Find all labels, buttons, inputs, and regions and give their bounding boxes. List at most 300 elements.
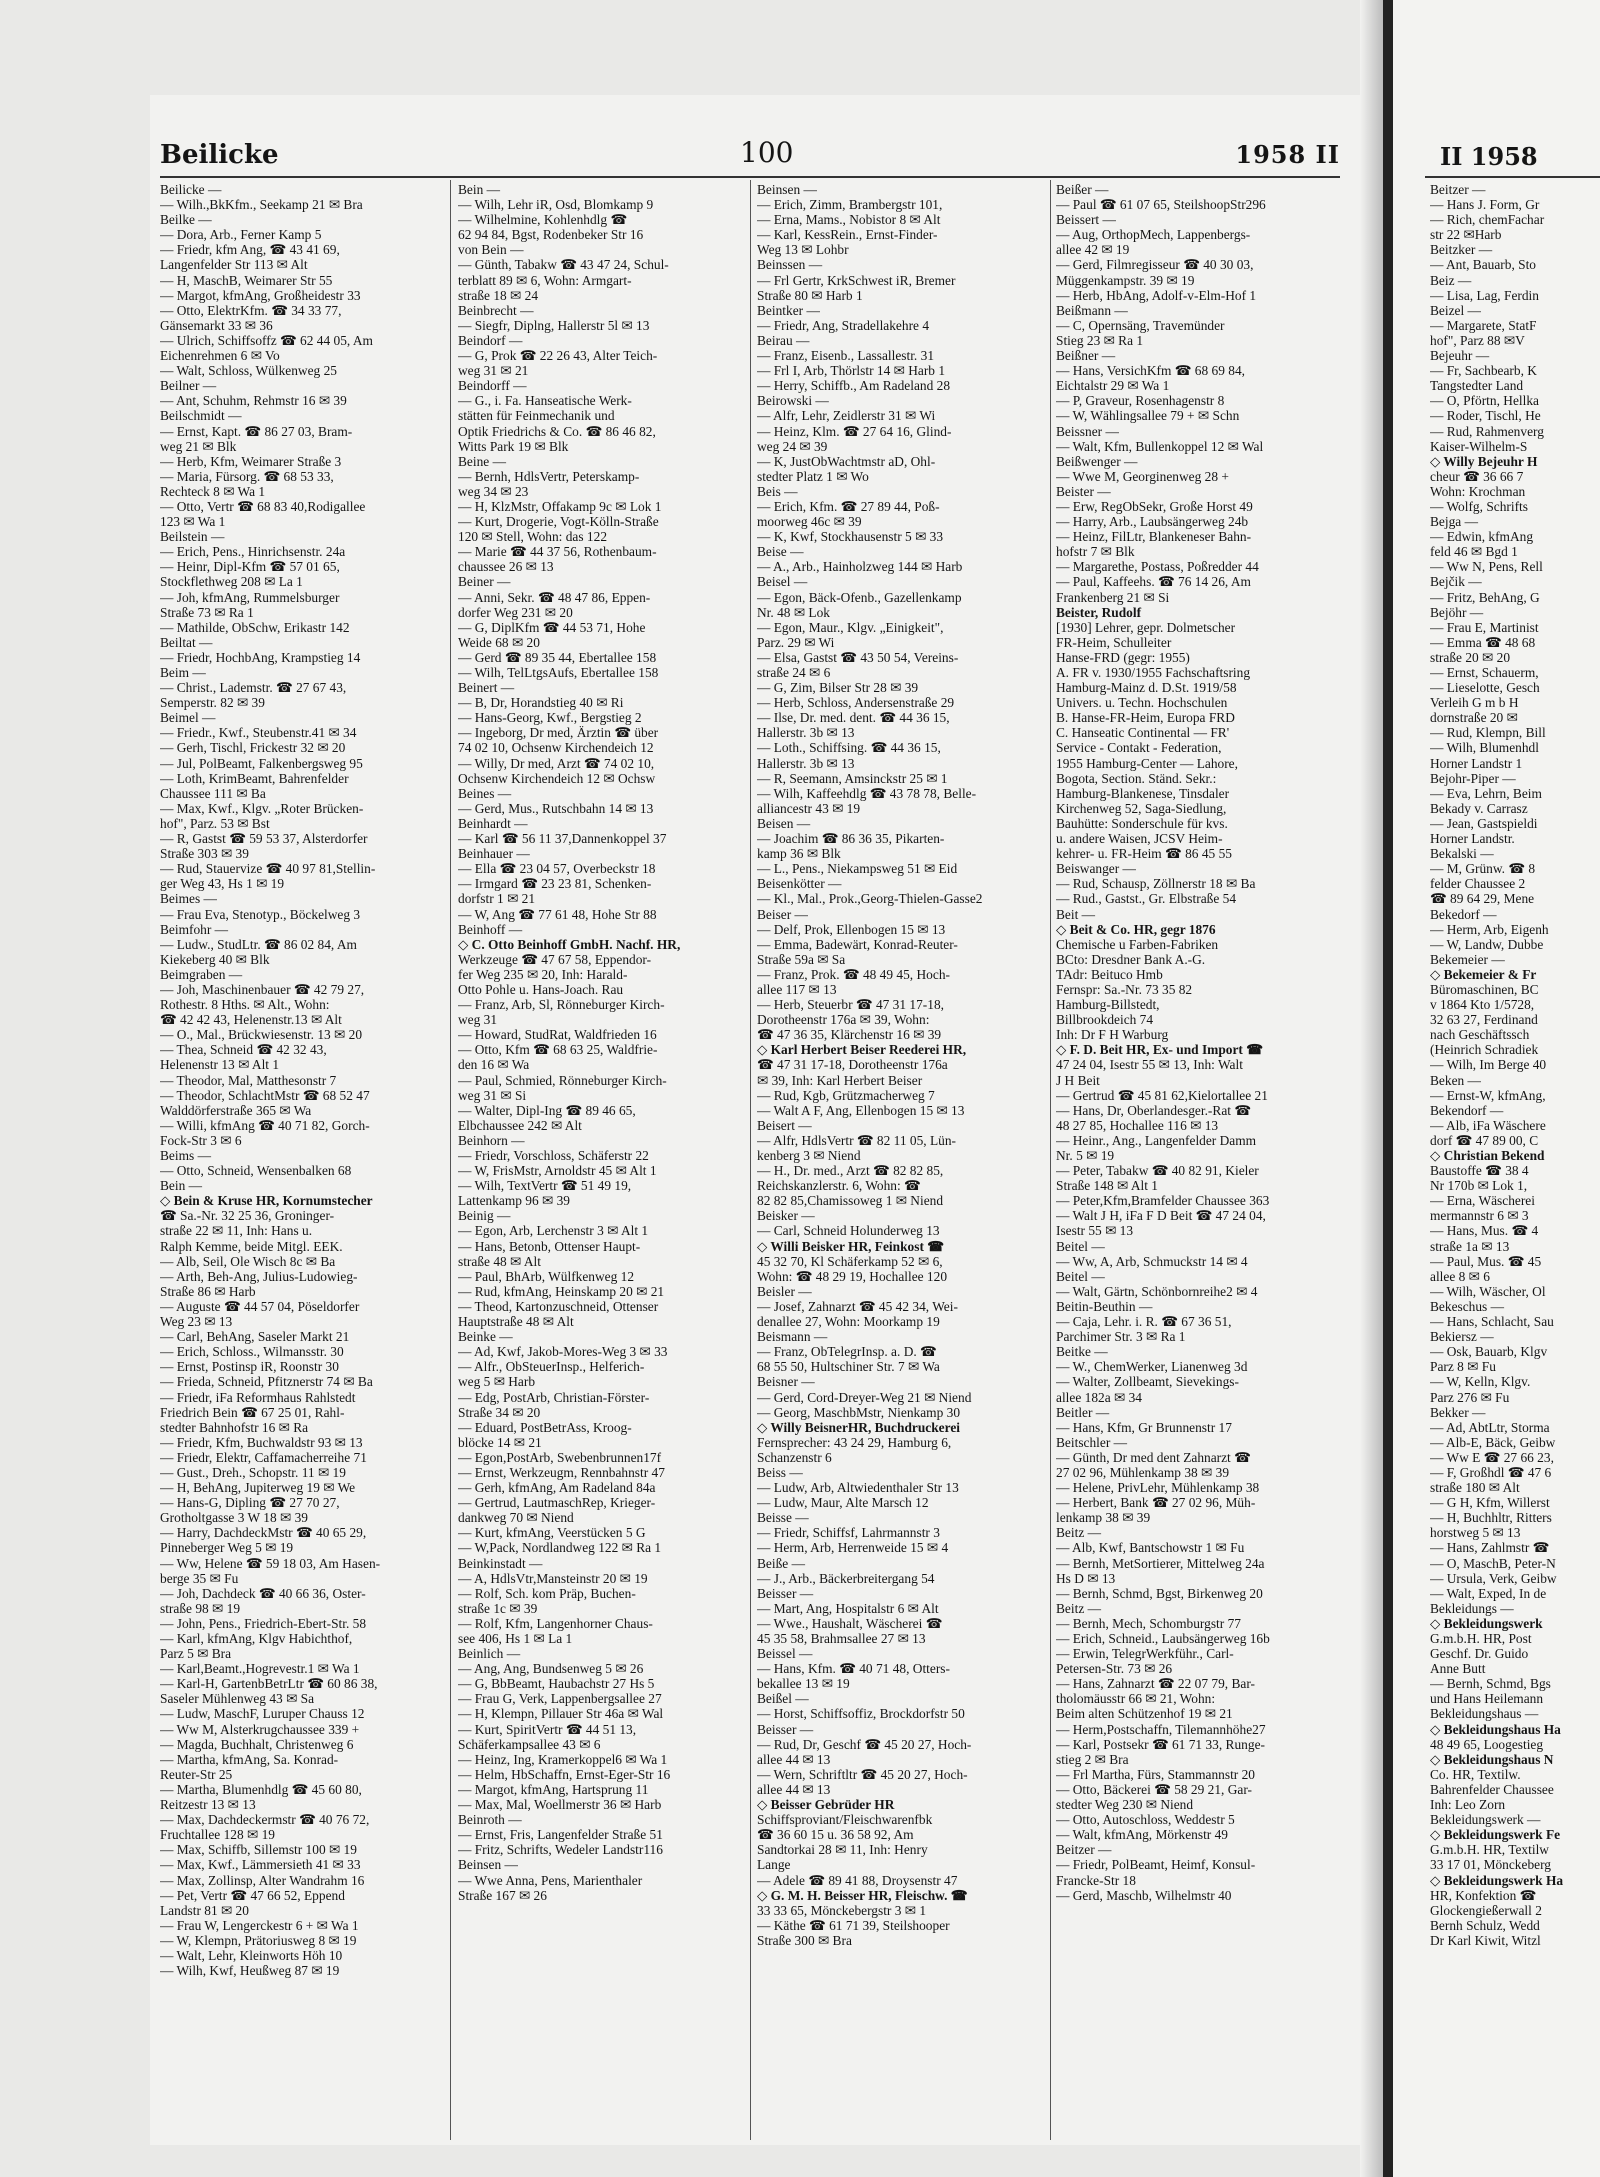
directory-entry: — Hans, VersichKfm ☎ 68 69 84, xyxy=(1056,363,1246,379)
directory-entry: — Frau E, Martinist xyxy=(1430,619,1539,635)
directory-entry: — Herb, Schloss, Andersenstraße 29 xyxy=(757,695,955,711)
entry-continuation: kehrer- u. FR-Heim ☎ 86 45 55 xyxy=(1056,846,1232,862)
directory-entry: — Ww M, Alsterkrugchaussee 339 + xyxy=(160,1721,360,1737)
directory-entry: — Gust., Dreh., Schopstr. 11 ✉ 19 xyxy=(160,1464,346,1480)
entry-continuation: Hamburg-Billstedt, xyxy=(1056,997,1160,1013)
firm-entry: ◇ F. D. Beit HR, Ex- und Import ☎ xyxy=(1056,1042,1263,1058)
surname-heading: Beisenkötter — xyxy=(757,876,842,892)
entry-continuation: Fernsprecher: 43 24 29, Hamburg 6, xyxy=(757,1434,952,1450)
directory-entry: — Otto, ElektrKfm. ☎ 34 33 77, xyxy=(160,302,342,318)
surname-heading: Beisse — xyxy=(757,1510,809,1526)
directory-entry: — Otto, Schneid, Wensenbalken 68 xyxy=(160,1163,352,1179)
directory-entry: — Anni, Sekr. ☎ 48 47 86, Eppen- xyxy=(458,589,651,605)
surname-heading: Beisker — xyxy=(757,1208,815,1224)
entry-continuation: Tangstedter Land xyxy=(1430,378,1524,394)
surname-heading: Beims — xyxy=(160,1148,211,1163)
directory-entry: — O, MaschB, Peter-N xyxy=(1430,1555,1556,1571)
directory-entry: — Herm, Arb, Herrenweide 15 ✉ 4 xyxy=(757,1540,949,1556)
entry-continuation: Werkzeuge ☎ 47 67 58, Eppendor- xyxy=(458,951,652,967)
surname-heading: Bein — xyxy=(160,1178,203,1194)
entry-continuation: Service - Contakt - Federation, xyxy=(1056,740,1222,756)
entry-continuation: Nr. 48 ✉ Lok xyxy=(757,604,830,620)
entry-continuation: Wohn: Krochman xyxy=(1430,483,1526,499)
firm-entry: ◇ G. M. H. Beisser HR, Fleischw. ☎ xyxy=(757,1887,968,1903)
surname-heading: Beinhardt — xyxy=(458,815,528,831)
directory-entry: — John, Pens., Friedrich-Ebert-Str. 58 xyxy=(160,1615,367,1631)
directory-entry: — Ant, Schuhm, Rehmstr 16 ✉ 39 xyxy=(160,393,347,409)
surname-heading: Beitel — xyxy=(1056,1268,1105,1284)
directory-entry: — Carl, BehAng, Saseler Markt 21 xyxy=(160,1329,350,1345)
entry-continuation: Chaussee 111 ✉ Ba xyxy=(160,785,266,801)
entry-continuation: Müggenkampstr. 39 ✉ 19 xyxy=(1056,272,1195,288)
surname-heading: Bekleidungswerk — xyxy=(1430,1812,1541,1828)
directory-entry: — Friedr, Schiffsf, Lahrmannstr 3 xyxy=(757,1525,940,1541)
directory-entry: — Walt, Kfm, Bullenkoppel 12 ✉ Wal xyxy=(1056,438,1264,454)
directory-entry: — Wwe., Haushalt, Wäscherei ☎ xyxy=(757,1615,943,1631)
directory-entry: — Wern, Schriftltr ☎ 45 20 27, Hoch- xyxy=(757,1766,968,1782)
directory-entry: — Pet, Vertr ☎ 47 66 52, Eppend xyxy=(160,1887,345,1903)
entry-continuation: Weg 23 ✉ 13 xyxy=(160,1314,233,1330)
entry-continuation: straße 180 ✉ Alt xyxy=(1430,1480,1520,1496)
entry-continuation: FR-Heim, Schulleiter xyxy=(1056,634,1172,650)
directory-entry: — Walt J H, iFa F D Beit ☎ 47 24 04, xyxy=(1056,1208,1266,1224)
surname-heading: Beiner — xyxy=(458,574,511,590)
entry-continuation: [1930] Lehrer, gepr. Dolmetscher xyxy=(1056,619,1236,635)
entry-continuation: Beim alten Schützenhof 19 ✉ 21 xyxy=(1056,1706,1233,1722)
entry-continuation: Eichtalstr 29 ✉ Wa 1 xyxy=(1056,378,1170,394)
directory-entry: — Gerh, Tischl, Frickestr 32 ✉ 20 xyxy=(160,740,346,756)
directory-entry: — Bernh, Schmd, Bgst, Birkenweg 20 xyxy=(1056,1585,1263,1601)
surname-heading: Beintker — xyxy=(757,302,820,318)
directory-entry: — G., i. Fa. Hanseatische Werk- xyxy=(458,393,632,409)
entry-continuation: horstweg 5 ✉ 13 xyxy=(1430,1525,1521,1541)
firm-entry: ◇ Bekleidungswerk Ha xyxy=(1430,1872,1564,1888)
entry-continuation: Straße 148 ✉ Alt 1 xyxy=(1056,1178,1158,1194)
entry-continuation: Bauhütte: Sonderschule für kvs. xyxy=(1056,815,1228,831)
directory-entry: — Helm, HbSchaffn, Ernst-Eger-Str 16 xyxy=(458,1766,671,1782)
directory-entry: — Hans, Schlacht, Sau xyxy=(1430,1314,1554,1330)
facing-header-rule xyxy=(1425,176,1600,178)
directory-entry: — L., Pens., Niekampsweg 51 ✉ Eid xyxy=(757,861,958,877)
entry-continuation: Co. HR, Textilw. xyxy=(1430,1766,1521,1782)
firm-entry: ◇ Willy Bejeuhr H xyxy=(1430,453,1538,469)
directory-entry: — Max, Schiffb, Sillemstr 100 ✉ 19 xyxy=(160,1842,357,1858)
directory-entry: — Max, Kwf., Klgv. „Roter Brücken- xyxy=(160,800,364,816)
surname-heading: Beissner — xyxy=(1056,423,1119,439)
entry-continuation: straße 24 ✉ 6 xyxy=(757,665,831,680)
book-spine xyxy=(1383,0,1393,2177)
surname-heading: Beisser — xyxy=(757,1721,814,1737)
directory-entry: — R, Gastst ☎ 59 53 37, Alsterdorfer xyxy=(160,831,368,847)
directory-entry: — Kl., Mal., Prok.,Georg-Thielen-Gasse2 xyxy=(757,891,983,907)
entry-continuation: Elbchaussee 242 ✉ Alt xyxy=(458,1117,582,1133)
directory-entry: — Paul, Schmied, Rönneburger Kirch- xyxy=(458,1072,667,1088)
surname-heading: Beitzker — xyxy=(1430,242,1493,258)
surname-heading: Beißel — xyxy=(757,1691,809,1707)
directory-entry: — Karl-H, GartenbBetrLtr ☎ 60 86 38, xyxy=(160,1676,378,1692)
entry-continuation: felder Chaussee 2 xyxy=(1430,876,1526,892)
directory-entry: — Ww N, Pens, Rell xyxy=(1430,559,1543,575)
entry-continuation: Billbrookdeich 74 xyxy=(1056,1012,1154,1028)
directory-entry: — Gertrud ☎ 45 81 62,Kielortallee 21 xyxy=(1056,1087,1268,1103)
directory-entry: — Hans, Zahlmstr ☎ xyxy=(1430,1540,1550,1556)
directory-entry: — Howard, StudRat, Waldfrieden 16 xyxy=(458,1027,657,1043)
entry-continuation: Parz 5 ✉ Bra xyxy=(160,1646,232,1662)
directory-entry: — Herb, Kfm, Weimarer Straße 3 xyxy=(160,453,342,469)
directory-entry: — Paul, BhArb, Wülfkenweg 12 xyxy=(458,1268,635,1284)
surname-heading: Beirau — xyxy=(757,332,810,348)
entry-continuation: J H Beit xyxy=(1056,1072,1100,1088)
entry-continuation: Semperstr. 82 ✉ 39 xyxy=(160,695,265,711)
directory-entry: — Rud, Stauervize ☎ 40 97 81,Stellin- xyxy=(160,861,376,877)
directory-entry: — Franz, ObTelegrInsp. a. D. ☎ xyxy=(757,1344,937,1360)
entry-continuation: stieg 2 ✉ Bra xyxy=(1056,1751,1129,1767)
directory-entry: — Erich, Zimm, Brambergstr 101, xyxy=(757,197,943,213)
entry-continuation: Straße 167 ✉ 26 xyxy=(458,1887,547,1903)
directory-entry: — Margot, kfmAng, Hartsprung 11 xyxy=(458,1781,649,1797)
entry-continuation: Hallerstr. 3b ✉ 13 xyxy=(757,725,855,741)
directory-entry: — Erna, Wäscherei xyxy=(1430,1193,1535,1209)
directory-entry: — Emma ☎ 48 68 xyxy=(1430,634,1536,650)
entry-continuation: G.m.b.H. HR, Post xyxy=(1430,1631,1532,1646)
directory-entry: — G, DiplKfm ☎ 44 53 71, Hohe xyxy=(458,619,646,635)
surname-heading: Bekker — xyxy=(1430,1404,1486,1420)
directory-entry: — W, Klempn, Prätoriusweg 8 ✉ 19 xyxy=(160,1932,357,1948)
header-rule xyxy=(160,176,1340,178)
surname-heading: Bejga — xyxy=(1430,514,1478,530)
directory-entry: — W, FrisMstr, Arnoldstr 45 ✉ Alt 1 xyxy=(458,1163,657,1179)
column-4 xyxy=(1056,182,1348,2142)
surname-heading: Bekalski — xyxy=(1430,846,1494,862)
surname-heading: Beis — xyxy=(757,483,798,499)
directory-entry: — Ludw, MaschF, Luruper Chauss 12 xyxy=(160,1706,365,1722)
directory-entry: — Fritz, BehAng, G xyxy=(1430,589,1540,605)
entry-continuation: 82 82 85,Chamissoweg 1 ✉ Niend xyxy=(757,1193,944,1209)
directory-entry: — Karl,Beamt.,Hogrevestr.1 ✉ Wa 1 xyxy=(160,1661,360,1677)
directory-entry: — Franz, Prok. ☎ 48 49 45, Hoch- xyxy=(757,966,950,982)
entry-continuation: stedter Weg 230 ✉ Niend xyxy=(1056,1797,1194,1813)
directory-entry: — A, HdlsVtr,Mansteinstr 20 ✉ 19 xyxy=(458,1570,648,1586)
directory-entry: — Otto, Kfm ☎ 68 63 25, Waldfrie- xyxy=(458,1042,658,1058)
entry-continuation: fer Weg 235 ✉ 20, Inh: Harald- xyxy=(458,966,628,982)
directory-entry: — Alb, Seil, Ole Wisch 8c ✉ Ba xyxy=(160,1253,336,1269)
surname-heading: Beinssen — xyxy=(757,257,823,273)
directory-entry: — Alfr., ObSteuerInsp., Helferich- xyxy=(458,1359,645,1375)
directory-entry: — Ang, Ang, Bundsenweg 5 ✉ 26 xyxy=(458,1661,644,1677)
entry-continuation: hof", Parz. 53 ✉ Bst xyxy=(160,815,270,831)
entry-continuation: kenberg 3 ✉ Niend xyxy=(757,1148,861,1163)
directory-entry: — Frieda, Schneid, Pfitznerstr 74 ✉ Ba xyxy=(160,1374,373,1390)
entry-continuation: Rechteck 8 ✉ Wa 1 xyxy=(160,483,266,499)
directory-entry: — Ilse, Dr. med. dent. ☎ 44 36 15, xyxy=(757,710,950,726)
directory-entry: — Thea, Schneid ☎ 42 32 43, xyxy=(160,1042,327,1058)
directory-entry: — Hans, Kfm. ☎ 40 71 48, Otters- xyxy=(757,1661,950,1677)
directory-entry: — Käthe ☎ 61 71 39, Steilshooper xyxy=(757,1917,950,1933)
entry-continuation: Horner Landstr. xyxy=(1430,831,1515,847)
entry-continuation: Wohn: ☎ 48 29 19, Hochallee 120 xyxy=(757,1268,948,1284)
surname-heading: Bekedorf — xyxy=(1430,906,1497,922)
surname-heading: Beizel — xyxy=(1430,302,1481,318)
directory-entry: — Delf, Prok, Ellenbogen 15 ✉ 13 xyxy=(757,921,946,937)
directory-entry: — Rud, Schausp, Zöllnerstr 18 ✉ Ba xyxy=(1056,876,1256,892)
directory-entry: — Heinz, FilLtr, Blankeneser Bahn- xyxy=(1056,529,1252,545)
surname-heading: Bekleidungs — xyxy=(1430,1600,1514,1616)
directory-entry: — Erw, RegObSekr, Große Horst 49 xyxy=(1056,498,1253,514)
directory-entry: — Herm, Arb, Eigenh xyxy=(1430,921,1549,937)
directory-entry: — Siegfr, Diplng, Hallerstr 5l ✉ 13 xyxy=(458,317,650,333)
directory-entry: — Rud, kfmAng, Heinskamp 20 ✉ 21 xyxy=(458,1283,665,1299)
surname-heading: Beitke — xyxy=(1056,1344,1108,1360)
directory-entry: — Eva, Lehrn, Beim xyxy=(1430,785,1542,801)
entry-continuation: Geschf. Dr. Guido xyxy=(1430,1646,1529,1662)
surname-heading: Beken — xyxy=(1430,1072,1481,1088)
entry-continuation: allee 44 ✉ 13 xyxy=(757,1781,831,1797)
surname-heading: Beinhorn — xyxy=(458,1132,525,1148)
surname-heading: Bejöhr — xyxy=(1430,604,1484,620)
entry-continuation: 123 ✉ Wa 1 xyxy=(160,514,226,530)
surname-heading: Bejeuhr — xyxy=(1430,348,1490,364)
directory-entry: — Josef, Zahnarzt ☎ 45 42 34, Wei- xyxy=(757,1298,958,1314)
directory-entry: — Ludw, Maur, Alte Marsch 12 xyxy=(757,1495,929,1511)
firm-entry: ◇ Beisser Gebrüder HR xyxy=(757,1797,895,1813)
entry-continuation: Glockengießerwall 2 xyxy=(1430,1902,1542,1918)
firm-entry: ◇ Bekleidungshaus N xyxy=(1430,1751,1554,1767)
directory-entry: — Walt, Gärtn, Schönbornreihe2 ✉ 4 xyxy=(1056,1283,1258,1299)
entry-continuation: ✉ 39, Inh: Karl Herbert Beiser xyxy=(757,1072,923,1088)
column-2 xyxy=(458,182,744,2142)
directory-entry: — Willy, Dr med, Arzt ☎ 74 02 10, xyxy=(458,755,655,771)
directory-entry: — Erich, Pens., Hinrichsenstr. 24a xyxy=(160,544,346,560)
entry-continuation: Parz 276 ✉ Fu xyxy=(1430,1389,1510,1405)
directory-entry: — Margarete, StatF xyxy=(1430,317,1537,333)
directory-entry: — F, Großhdl ☎ 47 6 xyxy=(1430,1464,1552,1480)
entry-continuation: Stieg 23 ✉ Ra 1 xyxy=(1056,332,1144,348)
surname-heading: Beitin-Beuthin — xyxy=(1056,1298,1153,1314)
entry-continuation: Bahrenfelder Chaussee xyxy=(1430,1781,1554,1797)
entry-continuation: Langenfelder Str 113 ✉ Alt xyxy=(160,257,308,273)
surname-heading: Beiss — xyxy=(757,1464,803,1480)
entry-continuation: weg 31 xyxy=(458,1012,498,1028)
directory-entry: — Karl ☎ 56 11 37,Dannenkoppel 37 xyxy=(458,831,667,847)
column-3 xyxy=(757,182,1045,2142)
directory-entry: — Paul, Kaffeehs. ☎ 76 14 26, Am xyxy=(1056,574,1251,590)
directory-entry: — Wilh, Kaffeehdlg ☎ 43 78 78, Belle- xyxy=(757,785,977,801)
directory-entry: — Roder, Tischl, He xyxy=(1430,408,1541,424)
directory-entry: — Walt A F, Ang, Ellenbogen 15 ✉ 13 xyxy=(757,1102,965,1118)
directory-entry: — Max, Dachdeckermstr ☎ 40 76 72, xyxy=(160,1812,370,1828)
directory-entry: — Irmgard ☎ 23 23 81, Schenken- xyxy=(458,876,652,892)
running-head-right: 1958 II xyxy=(1235,140,1340,169)
entry-continuation: stedter Bahnhofstr 16 ✉ Ra xyxy=(160,1419,309,1435)
directory-entry: — Rud, Dr, Geschf ☎ 45 20 27, Hoch- xyxy=(757,1736,972,1752)
entry-continuation: und Hans Heilemann xyxy=(1430,1691,1544,1707)
firm-entry: ◇ Bekleidungswerk xyxy=(1430,1615,1543,1631)
surname-heading: Bein — xyxy=(458,182,501,197)
entry-continuation: Petersen-Str. 73 ✉ 26 xyxy=(1056,1661,1173,1677)
entry-continuation: 120 ✉ Stell, Wohn: das 122 xyxy=(458,529,608,545)
entry-continuation: ☎ 47 31 17-18, Dorotheenstr 176a xyxy=(757,1057,948,1073)
directory-entry: — Herb, HbAng, Adolf-v-Elm-Hof 1 xyxy=(1056,287,1257,303)
surname-heading: Beinsen — xyxy=(757,182,817,197)
directory-entry: — Mart, Ang, Hospitalstr 6 ✉ Alt xyxy=(757,1600,939,1616)
surname-heading: Bekeschus — xyxy=(1430,1298,1505,1314)
directory-entry: — Rud, Klempn, Bill xyxy=(1430,725,1546,741)
surname-heading: Beilschmidt — xyxy=(160,408,242,424)
directory-entry: — Walter, Zollbeamt, Sievekings- xyxy=(1056,1374,1239,1390)
directory-entry: — Lieselotte, Gesch xyxy=(1430,680,1540,696)
firm-entry: ◇ Bekleidungshaus Ha xyxy=(1430,1721,1561,1737)
directory-entry: — Max, Kwf., Lämmersieth 41 ✉ 33 xyxy=(160,1857,361,1873)
entry-continuation: denallee 27, Wohn: Moorkamp 19 xyxy=(757,1314,940,1330)
directory-entry: — W., ChemWerker, Lianenweg 3d xyxy=(1056,1359,1248,1375)
firm-entry: ◇ Willi Beisker HR, Feinkost ☎ xyxy=(757,1238,944,1254)
directory-entry: — H, MaschB, Weimarer Str 55 xyxy=(160,272,333,288)
directory-entry: — G, BbBeamt, Haubachstr 27 Hs 5 xyxy=(458,1676,655,1692)
entry-continuation: Nr. 5 ✉ 19 xyxy=(1056,1148,1115,1163)
directory-entry: — Wilh.,BkKfm., Seekamp 21 ✉ Bra xyxy=(160,197,363,213)
entry-continuation: dorfstr 1 ✉ 21 xyxy=(458,891,536,907)
surname-heading: Beinhoff — xyxy=(458,921,523,937)
entry-continuation: Friedrich Bein ☎ 67 25 01, Rahl- xyxy=(160,1404,345,1420)
directory-entry: — Lisa, Lag, Ferdin xyxy=(1430,287,1539,303)
entry-continuation: dorf ☎ 47 89 00, C xyxy=(1430,1132,1539,1148)
directory-entry: — Wilh, TextVertr ☎ 51 49 19, xyxy=(458,1178,632,1194)
directory-entry: — Rich, chemFachar xyxy=(1430,212,1545,228)
directory-entry: — Walt, Exped, In de xyxy=(1430,1585,1547,1601)
entry-continuation: Landstr 81 ✉ 20 xyxy=(160,1902,249,1918)
directory-entry: — Paul ☎ 61 07 65, SteilshoopStr296 xyxy=(1056,197,1266,213)
directory-entry: — A., Arb., Hainholzweg 144 ✉ Harb xyxy=(757,559,963,575)
entry-continuation: straße 98 ✉ 19 xyxy=(160,1600,241,1616)
directory-entry: — Caja, Lehr. i. R. ☎ 67 36 51, xyxy=(1056,1314,1232,1330)
directory-entry: — Erich, Schneid., Laubsängerweg 16b xyxy=(1056,1631,1270,1646)
directory-entry: — Alb, iFa Wäschere xyxy=(1430,1117,1546,1133)
directory-entry: — Herm,Postschaffn, Tilemannhöhe27 xyxy=(1056,1721,1266,1737)
entry-continuation: C. Hanseatic Continental — FR' xyxy=(1056,725,1230,741)
entry-continuation: Univers. u. Techn. Hochschulen xyxy=(1056,695,1228,711)
entry-continuation: Francke-Str 18 xyxy=(1056,1872,1136,1888)
directory-entry: — Edg, PostArb, Christian-Förster- xyxy=(458,1389,650,1405)
entry-continuation: Inh: Dr F H Warburg xyxy=(1056,1027,1169,1043)
entry-continuation: 33 33 65, Mönckebergstr 3 ✉ 1 xyxy=(757,1902,927,1918)
entry-continuation: ☎ 42 42 43, Helenenstr.13 ✉ Alt xyxy=(160,1012,342,1028)
directory-entry: — Frl I, Arb, Thörlstr 14 ✉ Harb 1 xyxy=(757,363,946,379)
directory-entry: — H, BehAng, Jupiterweg 19 ✉ We xyxy=(160,1480,356,1496)
directory-entry: — Fritz, Schrifts, Wedeler Landstr116 xyxy=(458,1842,663,1858)
entry-continuation: Straße 303 ✉ 39 xyxy=(160,846,249,862)
surname-heading: Beimel — xyxy=(160,710,216,726)
directory-entry: — Bernh, MetSortierer, Mittelweg 24a xyxy=(1056,1555,1265,1571)
directory-entry: — Heinz, Klm. ☎ 27 64 16, Glind- xyxy=(757,423,952,439)
entry-continuation: 62 94 84, Bgst, Rodenbeker Str 16 xyxy=(458,227,644,243)
entry-continuation: straße 20 ✉ 20 xyxy=(1430,649,1511,665)
directory-entry: — Elsa, Gastst ☎ 43 50 54, Vereins- xyxy=(757,649,959,665)
entry-continuation: bekallee 13 ✉ 19 xyxy=(757,1676,850,1692)
entry-continuation: weg 31 ✉ Si xyxy=(458,1087,527,1103)
directory-entry: — Ww E ☎ 27 66 23, xyxy=(1430,1449,1554,1465)
entry-continuation: chaussee 26 ✉ 13 xyxy=(458,559,554,575)
directory-entry: — Aug, OrthopMech, Lappenbergs- xyxy=(1056,227,1251,243)
surname-heading: Beißer — xyxy=(1056,182,1109,197)
entry-continuation: moorweg 46c ✉ 39 xyxy=(757,514,862,530)
surname-heading: Beismann — xyxy=(757,1329,828,1345)
surname-heading: Beitel — xyxy=(1056,1238,1105,1254)
entry-continuation: dankweg 70 ✉ Niend xyxy=(458,1510,574,1526)
directory-entry: — Erich, Kfm. ☎ 27 89 44, Poß- xyxy=(757,498,940,514)
entry-continuation: weg 31 ✉ 21 xyxy=(458,363,529,379)
directory-entry: — Otto, Autoschloss, Weddestr 5 xyxy=(1056,1812,1235,1828)
directory-entry: — Joh, kfmAng, Rummelsburger xyxy=(160,589,340,605)
directory-entry: — Jean, Gastspieldi xyxy=(1430,815,1538,831)
directory-entry: — Rud, Rahmenverg xyxy=(1430,423,1544,439)
entry-continuation: Bernh Schulz, Wedd xyxy=(1430,1917,1540,1933)
directory-entry: — Kurt, SpiritVertr ☎ 44 51 13, xyxy=(458,1721,637,1737)
entry-continuation: Witts Park 19 ✉ Blk xyxy=(458,438,569,454)
directory-entry: — Egon,PostArb, Swebenbrunnen17f xyxy=(458,1449,662,1465)
directory-entry: — Gerd, Maschb, Wilhelmstr 40 xyxy=(1056,1887,1232,1903)
entry-continuation: Fernspr: Sa.-Nr. 73 35 82 xyxy=(1056,981,1193,997)
directory-entry: — Hans, Dr, Oberlandesger.-Rat ☎ xyxy=(1056,1102,1252,1118)
directory-entry: — Martha, Blumenhdlg ☎ 45 60 80, xyxy=(160,1781,362,1797)
entry-continuation: Baustoffe ☎ 38 4 xyxy=(1430,1163,1529,1179)
surname-heading: Bejčik — xyxy=(1430,574,1482,590)
directory-entry: — Gerd, Mus., Rutschbahn 14 ✉ 13 xyxy=(458,800,654,816)
surname-heading: Beißwenger — xyxy=(1056,453,1138,469)
entry-continuation: stätten für Feinmechanik und xyxy=(458,408,615,424)
surname-heading: Beimgraben — xyxy=(160,966,243,982)
entry-continuation: cheur ☎ 36 66 7 xyxy=(1430,468,1524,484)
surname-heading: Beinlich — xyxy=(458,1646,521,1662)
entry-continuation: mermannstr 6 ✉ 3 xyxy=(1430,1208,1529,1224)
directory-entry: — Gerd ☎ 89 35 44, Ebertallee 158 xyxy=(458,649,657,665)
directory-entry: — Egon, Arb, Lerchenstr 3 ✉ Alt 1 xyxy=(458,1223,649,1239)
directory-entry: — Emma, Badewärt, Konrad-Reuter- xyxy=(757,936,958,952)
directory-entry: — Hans J. Form, Gr xyxy=(1430,197,1540,213)
entry-continuation: Kirchenweg 52, Saga-Siedlung, xyxy=(1056,800,1227,816)
directory-entry: — Horst, Schiffsoffiz, Brockdorfstr 50 xyxy=(757,1706,965,1722)
directory-entry: — Marie ☎ 44 37 56, Rothenbaum- xyxy=(458,544,657,560)
firm-entry: ◇ Bein & Kruse HR, Kornumstecher xyxy=(160,1193,373,1209)
surname-heading: Beimes — xyxy=(160,891,217,907)
directory-entry: — Heinr., Ang., Langenfelder Damm xyxy=(1056,1132,1257,1148)
surname-heading: Bekemeier — xyxy=(1430,951,1505,967)
entry-continuation: Saseler Mühlenweg 43 ✉ Sa xyxy=(160,1691,315,1707)
surname-heading: Beiz — xyxy=(1430,272,1472,288)
directory-entry: — Loth., Schiffsing. ☎ 44 36 15, xyxy=(757,740,941,756)
directory-entry: — Walt, Schloss, Wülkenweg 25 xyxy=(160,363,337,379)
directory-entry: — Theodor, Mal, Matthesonstr 7 xyxy=(160,1072,337,1088)
surname-heading: Beinig — xyxy=(458,1208,511,1224)
entry-continuation: straße 1a ✉ 13 xyxy=(1430,1238,1510,1254)
directory-entry: — G, Prok ☎ 22 26 43, Alter Teich- xyxy=(458,348,658,364)
entry-continuation: G.m.b.H. HR, Textilw xyxy=(1430,1842,1549,1858)
entry-continuation: 47 24 04, Isestr 55 ✉ 13, Inh: Walt xyxy=(1056,1057,1243,1073)
entry-continuation: Lattenkamp 96 ✉ 39 xyxy=(458,1193,570,1209)
directory-entry: — M, Grünw. ☎ 8 xyxy=(1430,861,1536,877)
surname-heading: Bekendorf — xyxy=(1430,1102,1504,1118)
surname-heading: Beinhauer — xyxy=(458,846,530,862)
surname-heading: Bekiersz — xyxy=(1430,1329,1494,1345)
entry-continuation: 48 49 65, Loogestieg xyxy=(1430,1736,1544,1752)
directory-entry: — K, Kwf, Stockhausenstr 5 ✉ 33 xyxy=(757,529,944,545)
directory-entry: — Ulrich, Schiffsoffz ☎ 62 44 05, Am xyxy=(160,332,373,348)
directory-entry: — Wilh, Lehr iR, Osd, Blomkamp 9 xyxy=(458,197,654,213)
entry-continuation: allee 44 ✉ 13 xyxy=(757,1751,831,1767)
directory-entry: — Ernst, Werkzeugm, Rennbahnstr 47 xyxy=(458,1464,665,1480)
entry-continuation: Horner Landstr 1 xyxy=(1430,755,1523,771)
entry-continuation: Bekady v. Carrasz xyxy=(1430,800,1528,816)
directory-entry: — H, Klempn, Pillauer Str 46a ✉ Wal xyxy=(458,1706,664,1722)
